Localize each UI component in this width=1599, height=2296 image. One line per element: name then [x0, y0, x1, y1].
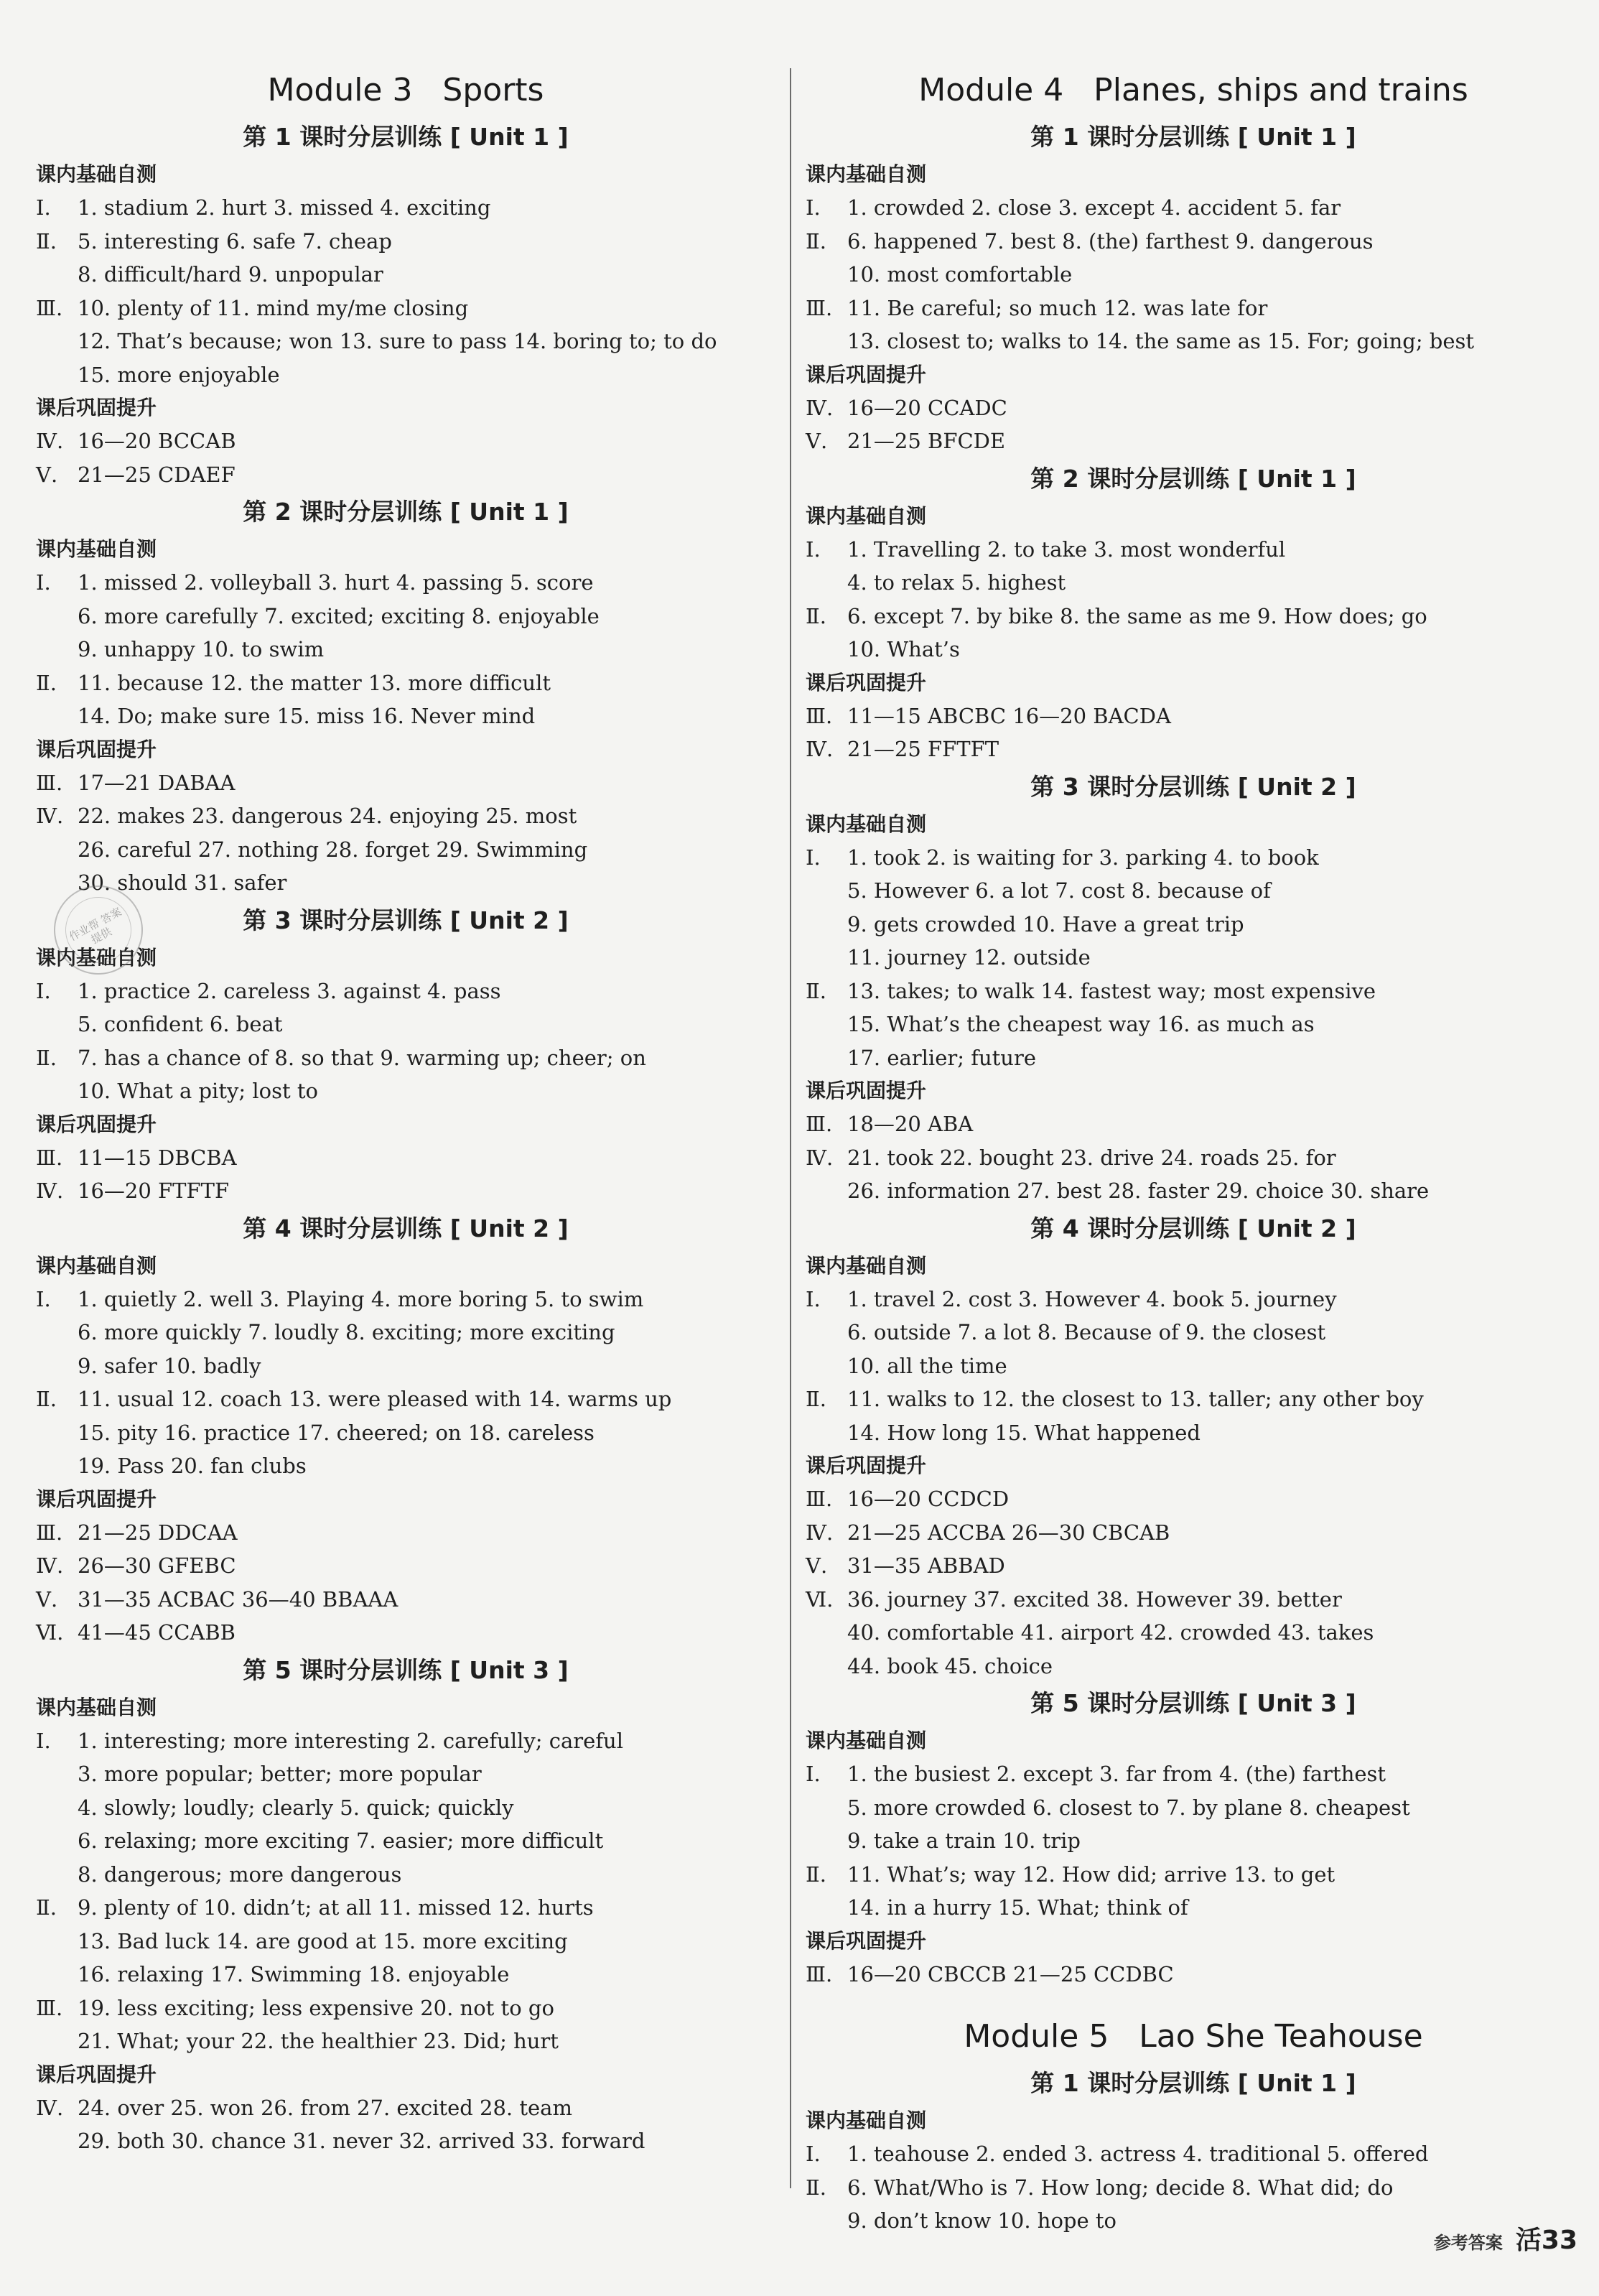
roman-numeral-label: Ⅱ. [806, 2175, 826, 2200]
answer-row-continued: 15. pity 16. practice 17. cheered; on 18. careless [78, 1420, 595, 1445]
roman-numeral-label: Ⅰ. [36, 1286, 51, 1311]
section-heading: 课后巩固提升 [806, 1454, 927, 1477]
answer-text: 1. missed 2. volleyball 3. hurt 4. passing 5. score [78, 570, 594, 595]
answer-text: 18—20 ABA [847, 1112, 974, 1136]
module-title: Module 3 Sports [267, 72, 544, 108]
stamp-text: 作业帮 答案 提供 [67, 905, 124, 947]
section-heading: 课后巩固提升 [36, 1112, 157, 1136]
answer-row [36, 1141, 775, 1175]
answer-text: 1. practice 2. careless 3. against 4. pass [78, 978, 501, 1003]
answer-text: 21—25 FFTFT [847, 737, 999, 761]
answer-text: 19. less exciting; less expensive 20. not to go [78, 1995, 554, 2020]
section-heading: 课内基础自测 [806, 503, 927, 528]
answer-text: 10. plenty of 11. mind my/me closing [78, 295, 469, 320]
answer-row-continued: 26. information 27. best 28. faster 29. choice 30. share [847, 1179, 1430, 1203]
answer-row [36, 566, 775, 600]
roman-numeral-label: Ⅱ. [36, 228, 57, 254]
answer-row [806, 600, 1581, 633]
answer-text: 11. What’s; way 12. How did; arrive 13. to get [847, 1862, 1335, 1887]
answer-text: 1. travel 2. cost 3. However 4. book 5. journey [847, 1286, 1337, 1311]
page-footer [1434, 2220, 1577, 2257]
roman-numeral-label: Ⅵ. [36, 1620, 64, 1645]
roman-numeral-label: Ⅰ. [806, 1286, 821, 1311]
answer-text: 16—20 CCADC [847, 395, 1007, 420]
answer-text: 41—45 CCABB [78, 1620, 236, 1645]
answer-row [36, 1549, 775, 1583]
footer-label: 参考答案 [1433, 2233, 1503, 2253]
roman-numeral-label: Ⅳ. [36, 429, 64, 453]
answer-text: 1. interesting; more interesting 2. carefully; careful [78, 1728, 624, 1753]
answer-text: 24. over 25. won 26. from 27. excited 28. team [78, 2095, 572, 2120]
answer-row [36, 1583, 775, 1617]
lesson-title: 第 1 课时分层训练 [ Unit 1 ] [243, 123, 569, 151]
lesson-title: 第 2 课时分层训练 [ Unit 1 ] [1030, 464, 1356, 493]
roman-numeral-label: Ⅱ. [36, 1387, 57, 1411]
roman-numeral-label: Ⅲ. [806, 1112, 833, 1136]
lesson-title: 第 2 课时分层训练 [ Unit 1 ] [243, 498, 569, 526]
answer-row [806, 700, 1581, 733]
answer-row [36, 1991, 775, 2025]
section-heading: 课内基础自测 [36, 537, 157, 561]
roman-numeral-label: Ⅱ. [806, 228, 826, 254]
answer-row [806, 225, 1581, 259]
answer-row [36, 766, 775, 800]
answer-row [806, 424, 1581, 458]
answer-text: 21—25 CDAEF [78, 462, 236, 487]
answer-row [806, 841, 1581, 875]
roman-numeral-label: Ⅲ. [36, 295, 63, 320]
answer-row-continued: 15. more enjoyable [78, 362, 280, 387]
roman-numeral-label: Ⅴ. [36, 462, 58, 487]
answer-row [806, 1141, 1581, 1175]
answer-row-continued: 15. What’s the cheapest way 16. as much as [847, 1012, 1315, 1036]
answer-row [36, 1516, 775, 1550]
roman-numeral-label: Ⅴ. [36, 1586, 58, 1612]
answer-text: 1. stadium 2. hurt 3. missed 4. exciting [78, 195, 491, 220]
roman-numeral-label: Ⅰ. [806, 1762, 821, 1786]
answer-text: 11. usual 12. coach 13. were pleased with 14. warms up [78, 1387, 672, 1411]
answer-text: 26—30 GFEBC [78, 1553, 236, 1578]
answer-row [36, 191, 775, 225]
roman-numeral-label: Ⅱ. [806, 1862, 826, 1887]
answer-row-continued: 5. However 6. a lot 7. cost 8. because of [847, 878, 1271, 903]
roman-numeral-label: Ⅳ. [36, 2095, 64, 2120]
answer-text: 11. walks to 12. the closest to 13. taller; any other boy [847, 1387, 1424, 1411]
answer-row-continued: 16. relaxing 17. Swimming 18. enjoyable [78, 1962, 510, 1986]
answer-row-continued: 6. relaxing; more exciting 7. easier; more difficult [78, 1828, 604, 1853]
section-heading: 课后巩固提升 [36, 737, 157, 761]
answer-text: 17—21 DABAA [78, 770, 236, 795]
section-heading: 课后巩固提升 [806, 1079, 927, 1102]
answer-row [36, 225, 775, 259]
answer-row-continued: 5. more crowded 6. closest to 7. by plane 8. cheapest [847, 1795, 1410, 1820]
answer-text: 13. takes; to walk 14. fastest way; most expensive [847, 978, 1376, 1003]
answer-row-continued: 10. most comfortable [847, 262, 1073, 287]
roman-numeral-label: Ⅰ. [806, 2142, 821, 2166]
answer-row-continued: 6. more carefully 7. excited; exciting 8. enjoyable [78, 603, 600, 628]
answer-row-continued: 3. more popular; better; more popular [78, 1762, 482, 1786]
roman-numeral-label: Ⅰ. [36, 978, 51, 1003]
roman-numeral-label: Ⅰ. [806, 845, 821, 870]
answer-text: 11—15 DBCBA [78, 1145, 237, 1170]
answer-row [36, 424, 775, 458]
roman-numeral-label: Ⅰ. [806, 536, 821, 562]
section-heading: 课后巩固提升 [806, 1928, 927, 1953]
lesson-title: 第 3 课时分层训练 [ Unit 2 ] [243, 906, 569, 934]
answer-row [36, 975, 775, 1008]
section-heading: 课后巩固提升 [36, 1487, 157, 1511]
answer-row-continued: 26. careful 27. nothing 28. forget 29. Swimming [78, 837, 588, 862]
answer-text: 11. because 12. the matter 13. more difficult [78, 670, 551, 695]
roman-numeral-label: Ⅲ. [806, 1961, 833, 1986]
answer-row-continued: 10. all the time [847, 1353, 1007, 1378]
lesson-title: 第 1 课时分层训练 [ Unit 1 ] [1030, 123, 1356, 151]
roman-numeral-label: Ⅲ. [806, 1487, 833, 1511]
answer-row-continued: 4. slowly; loudly; clearly 5. quick; quickly [78, 1795, 514, 1820]
answer-row [806, 2171, 1581, 2205]
answer-text: 1. took 2. is waiting for 3. parking 4. to book [847, 845, 1319, 870]
answer-row [806, 1283, 1581, 1316]
section-heading: 课内基础自测 [806, 1253, 927, 1278]
answer-row [806, 1482, 1581, 1516]
section-heading: 课内基础自测 [806, 162, 927, 186]
answer-text: 21—25 DDCAA [78, 1520, 238, 1545]
roman-numeral-label: Ⅲ. [806, 703, 833, 728]
answer-row [36, 799, 775, 833]
answer-text: 5. interesting 6. safe 7. cheap [78, 228, 392, 254]
answer-row-continued: 19. Pass 20. fan clubs [78, 1454, 307, 1478]
section-heading: 课后巩固提升 [806, 362, 927, 386]
answer-row-continued: 6. outside 7. a lot 8. Because of 9. the closest [847, 1320, 1326, 1344]
roman-numeral-label: Ⅳ. [36, 1553, 64, 1578]
answer-row-continued: 9. safer 10. badly [78, 1353, 261, 1378]
roman-numeral-label: Ⅰ. [36, 570, 51, 595]
answer-row [806, 1757, 1581, 1791]
answer-text: 16—20 CBCCB 21—25 CCDBC [847, 1961, 1174, 1986]
roman-numeral-label: Ⅴ. [806, 429, 828, 453]
lesson-title: 第 5 课时分层训练 [ Unit 3 ] [1030, 1689, 1356, 1717]
section-heading: 课后巩固提升 [36, 2062, 157, 2086]
roman-numeral-label: Ⅳ. [36, 804, 64, 828]
answer-row [806, 1516, 1581, 1550]
answer-row-continued: 10. What’s [847, 637, 960, 661]
roman-numeral-label: Ⅰ. [806, 195, 821, 220]
answer-row [806, 1549, 1581, 1583]
left-column [36, 65, 775, 2158]
answer-row-continued: 13. closest to; walks to 14. the same as 15. For; going; best [847, 329, 1475, 353]
answer-row-continued: 40. comfortable 41. airport 42. crowded 43. takes [847, 1620, 1374, 1645]
answer-text: 11. Be careful; so much 12. was late for [847, 295, 1268, 320]
section-heading: 课内基础自测 [806, 2109, 927, 2132]
answer-text: 6. happened 7. best 8. (the) farthest 9. dangerous [847, 228, 1374, 254]
answer-row [806, 1107, 1581, 1141]
lesson-title: 第 4 课时分层训练 [ Unit 2 ] [243, 1214, 569, 1242]
answer-row-continued: 14. How long 15. What happened [847, 1420, 1201, 1445]
answer-row [806, 191, 1581, 225]
answer-row-continued: 30. should 31. safer [78, 870, 287, 895]
answer-row [806, 975, 1581, 1008]
answer-row-continued: 10. What a pity; lost to [78, 1079, 318, 1103]
answer-row-continued: 4. to relax 5. highest [847, 570, 1066, 595]
roman-numeral-label: Ⅱ. [806, 978, 826, 1003]
answer-text: 1. the busiest 2. except 3. far from 4. (the) farthest [847, 1762, 1386, 1786]
roman-numeral-label: Ⅲ. [36, 1145, 63, 1170]
answer-text: 21—25 ACCBA 26—30 CBCAB [847, 1520, 1170, 1545]
answer-row-continued: 6. more quickly 7. loudly 8. exciting; more exciting [78, 1320, 615, 1344]
answer-text: 6. What/Who is 7. How long; decide 8. What did; do [847, 2175, 1394, 2200]
roman-numeral-label: Ⅱ. [36, 670, 57, 695]
answer-row-continued: 9. gets crowded 10. Have a great trip [847, 911, 1244, 936]
answer-row [806, 1858, 1581, 1892]
lesson-title: 第 4 课时分层训练 [ Unit 2 ] [1030, 1214, 1356, 1242]
answer-row [806, 391, 1581, 425]
answer-row [806, 1583, 1581, 1617]
answer-text: 22. makes 23. dangerous 24. enjoying 25. most [78, 804, 577, 828]
answer-row-continued: 11. journey 12. outside [847, 945, 1091, 970]
answer-row [806, 733, 1581, 766]
answer-row-continued: 29. both 30. chance 31. never 32. arrived 33. forward [78, 2129, 645, 2153]
module-title: Module 5 Lao She Teahouse [964, 2018, 1423, 2055]
answer-row [36, 1616, 775, 1650]
module-title: Module 4 Planes, ships and trains [918, 72, 1468, 108]
column-divider [790, 68, 791, 2188]
roman-numeral-label: Ⅳ. [806, 395, 834, 420]
answer-row [36, 1174, 775, 1208]
answer-text: 7. has a chance of 8. so that 9. warming up; cheer; on [78, 1045, 646, 1070]
roman-numeral-label: Ⅰ. [36, 195, 51, 220]
answer-text: 16—20 CCDCD [847, 1487, 1010, 1511]
roman-numeral-label: Ⅲ. [36, 770, 63, 795]
roman-numeral-label: Ⅲ. [36, 1520, 63, 1545]
lesson-title: 第 3 课时分层训练 [ Unit 2 ] [1030, 772, 1356, 801]
answer-row [806, 1382, 1581, 1416]
lesson-title: 第 5 课时分层训练 [ Unit 3 ] [243, 1655, 569, 1684]
answer-row [806, 292, 1581, 325]
answer-row [806, 1958, 1581, 1991]
answer-text: 6. except 7. by bike 8. the same as me 9. How does; go [847, 603, 1427, 628]
answer-row-continued: 12. That’s because; won 13. sure to pass 14. boring to; to do [78, 329, 717, 353]
answer-text: 1. Travelling 2. to take 3. most wonderful [847, 536, 1286, 562]
answer-row-continued: 21. What; your 22. the healthier 23. Did; hurt [78, 2029, 559, 2053]
answer-row-continued: 14. in a hurry 15. What; think of [847, 1895, 1188, 1920]
answer-row [36, 458, 775, 492]
answer-row-continued: 14. Do; make sure 15. miss 16. Never mind [78, 704, 536, 728]
answer-text: 11—15 ABCBC 16—20 BACDA [847, 703, 1171, 728]
answer-text: 31—35 ACBAC 36—40 BBAAA [78, 1586, 398, 1612]
answer-row-continued: 13. Bad luck 14. are good at 15. more exciting [78, 1928, 568, 1953]
section-heading: 课内基础自测 [36, 1253, 157, 1278]
section-heading: 课内基础自测 [36, 945, 157, 970]
answer-row [36, 2091, 775, 2125]
roman-numeral-label: Ⅳ. [806, 1145, 834, 1170]
answer-row-continued: 44. book 45. choice [847, 1653, 1053, 1678]
answer-row-continued: 8. difficult/hard 9. unpopular [78, 262, 383, 287]
answer-row-continued: 8. dangerous; more dangerous [78, 1862, 402, 1887]
answer-text: 36. journey 37. excited 38. However 39. better [847, 1586, 1342, 1612]
answer-row [36, 1382, 775, 1416]
answer-row [806, 2137, 1581, 2171]
roman-numeral-label: Ⅲ. [806, 295, 833, 320]
section-heading: 课后巩固提升 [36, 396, 157, 419]
answer-row [36, 1041, 775, 1075]
section-heading: 课内基础自测 [36, 162, 157, 186]
roman-numeral-label: Ⅳ. [806, 1520, 834, 1545]
answer-text: 21. took 22. bought 23. drive 24. roads 25. for [847, 1145, 1336, 1170]
answer-row [36, 1891, 775, 1925]
answer-row [36, 292, 775, 325]
roman-numeral-label: Ⅰ. [36, 1728, 51, 1753]
roman-numeral-label: Ⅱ. [36, 1895, 57, 1920]
roman-numeral-label: Ⅱ. [36, 1045, 57, 1070]
answer-text: 16—20 FTFTF [78, 1179, 230, 1203]
lesson-title: 第 1 课时分层训练 [ Unit 1 ] [1030, 2069, 1356, 2097]
answer-row-continued: 9. take a train 10. trip [847, 1828, 1081, 1853]
section-heading: 课内基础自测 [806, 812, 927, 836]
answer-text: 1. teahouse 2. ended 3. actress 4. traditional 5. offered [847, 2142, 1429, 2166]
answer-row [36, 666, 775, 700]
roman-numeral-label: Ⅱ. [806, 603, 826, 628]
roman-numeral-label: Ⅴ. [806, 1553, 828, 1578]
answer-row [36, 1283, 775, 1316]
right-column [806, 65, 1581, 2238]
answer-text: 9. plenty of 10. didn’t; at all 11. missed 12. hurts [78, 1895, 594, 1920]
answer-text: 1. quietly 2. well 3. Playing 4. more boring 5. to swim [78, 1286, 644, 1311]
answer-text: 1. crowded 2. close 3. except 4. accident 5. far [847, 195, 1341, 220]
roman-numeral-label: Ⅳ. [36, 1179, 64, 1203]
roman-numeral-label: Ⅵ. [806, 1586, 834, 1612]
section-heading: 课后巩固提升 [806, 670, 927, 694]
answer-row [806, 533, 1581, 567]
section-heading: 课内基础自测 [806, 1729, 927, 1752]
answer-text: 16—20 BCCAB [78, 429, 236, 453]
section-heading: 课内基础自测 [36, 1695, 157, 1719]
answer-row-continued: 9. unhappy 10. to swim [78, 637, 325, 661]
answer-text: 31—35 ABBAD [847, 1553, 1005, 1578]
answer-row [36, 1724, 775, 1758]
answer-text: 21—25 BFCDE [847, 429, 1006, 453]
roman-numeral-label: Ⅱ. [806, 1387, 826, 1411]
roman-numeral-label: Ⅳ. [806, 737, 834, 761]
roman-numeral-label: Ⅲ. [36, 1995, 63, 2020]
answer-row-continued: 9. don’t know 10. hope to [847, 2208, 1116, 2233]
page-number: 活33 [1515, 2226, 1577, 2255]
answer-row-continued: 17. earlier; future [847, 1045, 1036, 1070]
answer-row-continued: 5. confident 6. beat [78, 1012, 283, 1036]
